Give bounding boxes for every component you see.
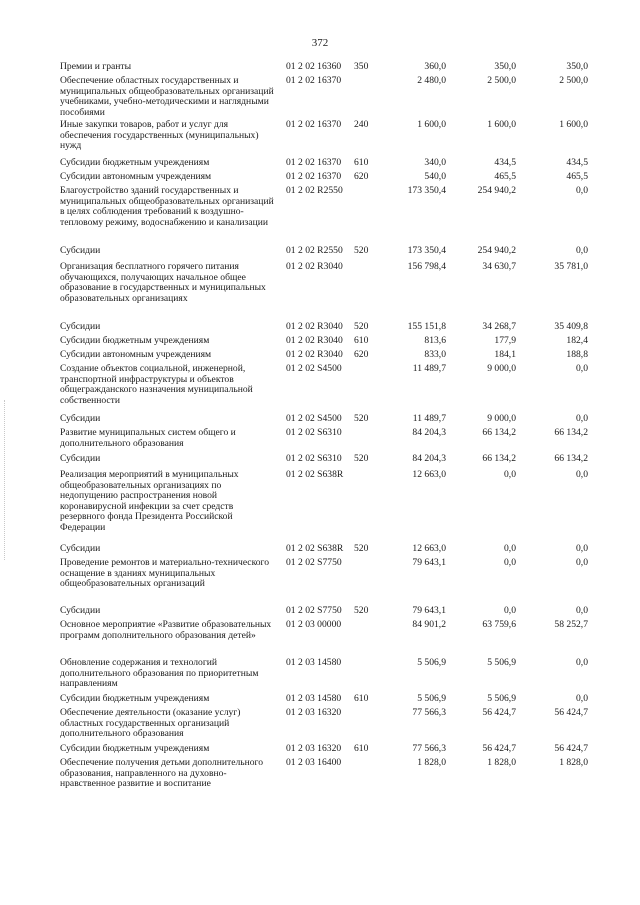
row-name: Субсидии автономным учреждениям xyxy=(60,349,212,360)
table-row xyxy=(0,620,640,658)
row-code: 01 2 02 S7750 xyxy=(286,557,342,568)
row-value-2: 254 940,2 xyxy=(477,185,516,196)
row-value-1: 5 506,9 xyxy=(417,693,446,704)
row-expense-type: 520 xyxy=(354,453,369,464)
row-value-1: 11 489,7 xyxy=(412,363,446,374)
row-value-1: 79 643,1 xyxy=(412,557,446,568)
row-value-1: 84 901,2 xyxy=(412,619,446,630)
row-name: Субсидии xyxy=(60,543,101,554)
row-code: 01 2 02 16370 xyxy=(286,119,342,130)
table-row xyxy=(0,336,640,350)
row-name: Субсидии xyxy=(60,413,101,424)
row-value-1: 173 350,4 xyxy=(407,245,446,256)
row-value-3: 0,0 xyxy=(576,693,588,704)
row-expense-type: 610 xyxy=(354,157,369,168)
row-value-2: 177,9 xyxy=(494,335,516,346)
row-value-3: 35 409,8 xyxy=(554,321,588,332)
row-name: Благоустройство зданий государственных и муниципальных общеобразовательных организаций в целях соблюдения требований к воздушно-тепловому режиму, водоснабжению и канализации xyxy=(60,185,274,228)
row-value-3: 66 134,2 xyxy=(554,453,588,464)
row-value-1: 12 663,0 xyxy=(412,469,446,480)
row-name: Обеспечение получения детьми дополнительного образования, направленного на духовно-нравственное развитие и воспитание xyxy=(60,757,264,790)
row-name: Обеспечение областных государственных и муниципальных общеобразовательных организаций учебниками, учебно-методическими и наглядными пособиями xyxy=(60,75,274,118)
row-value-3: 0,0 xyxy=(576,245,588,256)
row-value-3: 0,0 xyxy=(576,363,588,374)
row-code: 01 2 02 R3040 xyxy=(286,335,343,346)
row-value-2: 434,5 xyxy=(494,157,516,168)
row-value-1: 813,6 xyxy=(424,335,446,346)
row-value-3: 434,5 xyxy=(566,157,588,168)
row-value-1: 12 663,0 xyxy=(412,543,446,554)
row-value-3: 188,8 xyxy=(566,349,588,360)
row-code: 01 2 02 R2550 xyxy=(286,245,343,256)
row-value-1: 2 480,0 xyxy=(417,75,446,86)
row-value-2: 5 506,9 xyxy=(487,693,516,704)
table-row xyxy=(0,708,640,744)
table-row xyxy=(0,322,640,336)
row-value-3: 0,0 xyxy=(576,185,588,196)
table-row xyxy=(0,364,640,414)
row-name: Иные закупки товаров, работ и услуг для обеспечения государственных (муниципальных) нужд xyxy=(60,119,259,152)
row-value-2: 350,0 xyxy=(494,61,516,72)
row-code: 01 2 02 S4500 xyxy=(286,413,342,424)
row-value-3: 56 424,7 xyxy=(554,743,588,754)
table-row xyxy=(0,62,640,76)
row-value-2: 34 268,7 xyxy=(482,321,516,332)
row-expense-type: 520 xyxy=(354,245,369,256)
row-value-2: 0,0 xyxy=(504,543,516,554)
table-row xyxy=(0,246,640,262)
table-row xyxy=(0,470,640,544)
row-name: Развитие муниципальных систем общего и дополнительного образования xyxy=(60,427,236,449)
row-value-1: 77 566,3 xyxy=(412,707,446,718)
budget-table xyxy=(0,62,640,806)
row-code: 01 2 02 S6310 xyxy=(286,453,342,464)
row-value-1: 540,0 xyxy=(424,171,446,182)
row-name: Обновление содержания и технологий дополнительного образования по приоритетным направлениям xyxy=(60,657,259,690)
row-name: Субсидии xyxy=(60,605,101,616)
row-value-1: 360,0 xyxy=(424,61,446,72)
row-value-1: 833,0 xyxy=(424,349,446,360)
table-row xyxy=(0,262,640,322)
row-value-3: 465,5 xyxy=(566,171,588,182)
table-row xyxy=(0,186,640,246)
row-name: Субсидии бюджетным учреждениям xyxy=(60,335,210,346)
row-value-3: 35 781,0 xyxy=(554,261,588,272)
row-value-1: 84 204,3 xyxy=(412,453,446,464)
row-expense-type: 520 xyxy=(354,321,369,332)
row-value-1: 11 489,7 xyxy=(412,413,446,424)
row-value-3: 2 500,0 xyxy=(559,75,588,86)
row-value-1: 5 506,9 xyxy=(417,657,446,668)
row-value-3: 350,0 xyxy=(566,61,588,72)
row-value-3: 56 424,7 xyxy=(554,707,588,718)
row-value-2: 1 600,0 xyxy=(487,119,516,130)
table-row xyxy=(0,454,640,470)
row-code: 01 2 02 R3040 xyxy=(286,321,343,332)
row-value-1: 1 600,0 xyxy=(417,119,446,130)
row-value-2: 465,5 xyxy=(494,171,516,182)
row-name: Проведение ремонтов и материально-технического оснащение в зданиях муниципальных общеобразовательных организаций xyxy=(60,557,270,590)
row-expense-type: 520 xyxy=(354,605,369,616)
row-code: 01 2 03 16400 xyxy=(286,757,342,768)
table-row xyxy=(0,172,640,186)
row-value-2: 34 630,7 xyxy=(482,261,516,272)
row-name: Субсидии xyxy=(60,245,101,256)
row-value-3: 66 134,2 xyxy=(554,427,588,438)
table-row xyxy=(0,414,640,428)
row-code: 01 2 03 16320 xyxy=(286,743,342,754)
row-name: Субсидии автономным учреждениям xyxy=(60,171,212,182)
row-value-2: 184,1 xyxy=(494,349,516,360)
table-row xyxy=(0,758,640,806)
table-row xyxy=(0,658,640,694)
row-value-3: 182,4 xyxy=(566,335,588,346)
row-name: Обеспечение деятельности (оказание услуг) областных государственных организаций дополнительного образования xyxy=(60,707,241,740)
row-value-1: 155 151,8 xyxy=(407,321,446,332)
row-value-3: 1 600,0 xyxy=(559,119,588,130)
row-code: 01 2 02 R3040 xyxy=(286,261,343,272)
row-value-1: 79 643,1 xyxy=(412,605,446,616)
row-code: 01 2 03 16320 xyxy=(286,707,342,718)
table-row xyxy=(0,76,640,120)
row-value-3: 0,0 xyxy=(576,657,588,668)
row-code: 01 2 03 14580 xyxy=(286,693,342,704)
row-expense-type: 620 xyxy=(354,171,369,182)
table-row xyxy=(0,606,640,620)
row-code: 01 2 02 16370 xyxy=(286,157,342,168)
row-name: Реализация мероприятий в муниципальных общеобразовательных организациях по недопущению распространения новой коронавирусной инфекции за счет средств резервного фонда Президента Российской Федерации xyxy=(60,469,239,533)
row-code: 01 2 02 16360 xyxy=(286,61,342,72)
table-row xyxy=(0,428,640,454)
row-expense-type: 350 xyxy=(354,61,369,72)
row-code: 01 2 03 14580 xyxy=(286,657,342,668)
row-value-1: 173 350,4 xyxy=(407,185,446,196)
table-row xyxy=(0,158,640,172)
row-code: 01 2 03 00000 xyxy=(286,619,342,630)
row-name: Субсидии бюджетным учреждениям xyxy=(60,157,210,168)
row-value-2: 0,0 xyxy=(504,557,516,568)
row-expense-type: 610 xyxy=(354,743,369,754)
table-row xyxy=(0,544,640,558)
row-value-3: 58 252,7 xyxy=(554,619,588,630)
row-code: 01 2 02 S7750 xyxy=(286,605,342,616)
row-code: 01 2 02 S638R xyxy=(286,543,344,554)
row-name: Субсидии xyxy=(60,321,101,332)
row-value-3: 0,0 xyxy=(576,543,588,554)
row-value-1: 77 566,3 xyxy=(412,743,446,754)
row-code: 01 2 02 S638R xyxy=(286,469,344,480)
row-value-2: 1 828,0 xyxy=(487,757,516,768)
row-value-2: 0,0 xyxy=(504,605,516,616)
row-value-1: 1 828,0 xyxy=(417,757,446,768)
row-expense-type: 520 xyxy=(354,413,369,424)
row-code: 01 2 02 R3040 xyxy=(286,349,343,360)
row-value-2: 254 940,2 xyxy=(477,245,516,256)
row-name: Основное мероприятие «Развитие образовательных программ дополнительного образования детей» xyxy=(60,619,272,641)
row-name: Субсидии xyxy=(60,453,101,464)
row-expense-type: 240 xyxy=(354,119,369,130)
row-value-3: 0,0 xyxy=(576,605,588,616)
row-code: 01 2 02 S6310 xyxy=(286,427,342,438)
table-row xyxy=(0,120,640,158)
page-number: 372 xyxy=(311,37,329,49)
row-value-2: 9 000,0 xyxy=(487,413,516,424)
row-value-1: 84 204,3 xyxy=(412,427,446,438)
row-name: Субсидии бюджетным учреждениям xyxy=(60,743,210,754)
row-value-1: 340,0 xyxy=(424,157,446,168)
row-expense-type: 620 xyxy=(354,349,369,360)
row-value-3: 0,0 xyxy=(576,413,588,424)
row-code: 01 2 02 R2550 xyxy=(286,185,343,196)
row-value-1: 156 798,4 xyxy=(407,261,446,272)
row-value-2: 56 424,7 xyxy=(482,743,516,754)
table-row xyxy=(0,744,640,758)
row-code: 01 2 02 S4500 xyxy=(286,363,342,374)
table-row xyxy=(0,558,640,606)
row-value-2: 5 506,9 xyxy=(487,657,516,668)
row-value-2: 63 759,6 xyxy=(482,619,516,630)
row-name: Создание объектов социальной, инженерной, транспортной инфраструктуры и объектов общегражданского назначения муниципальной собственности xyxy=(60,363,253,406)
row-name: Премии и гранты xyxy=(60,61,132,72)
row-expense-type: 610 xyxy=(354,693,369,704)
row-value-3: 0,0 xyxy=(576,469,588,480)
row-value-2: 2 500,0 xyxy=(487,75,516,86)
row-value-2: 0,0 xyxy=(504,469,516,480)
row-value-2: 56 424,7 xyxy=(482,707,516,718)
table-row xyxy=(0,694,640,708)
row-value-2: 9 000,0 xyxy=(487,363,516,374)
row-expense-type: 520 xyxy=(354,543,369,554)
row-name: Организация бесплатного горячего питания обучающихся, получающих начальное общее образование в государственных и муниципальных образовательных организациях xyxy=(60,261,266,304)
row-value-3: 1 828,0 xyxy=(559,757,588,768)
row-code: 01 2 02 16370 xyxy=(286,171,342,182)
row-value-3: 0,0 xyxy=(576,557,588,568)
row-code: 01 2 02 16370 xyxy=(286,75,342,86)
row-name: Субсидии бюджетным учреждениям xyxy=(60,693,210,704)
row-expense-type: 610 xyxy=(354,335,369,346)
table-row xyxy=(0,350,640,364)
row-value-2: 66 134,2 xyxy=(482,453,516,464)
row-value-2: 66 134,2 xyxy=(482,427,516,438)
